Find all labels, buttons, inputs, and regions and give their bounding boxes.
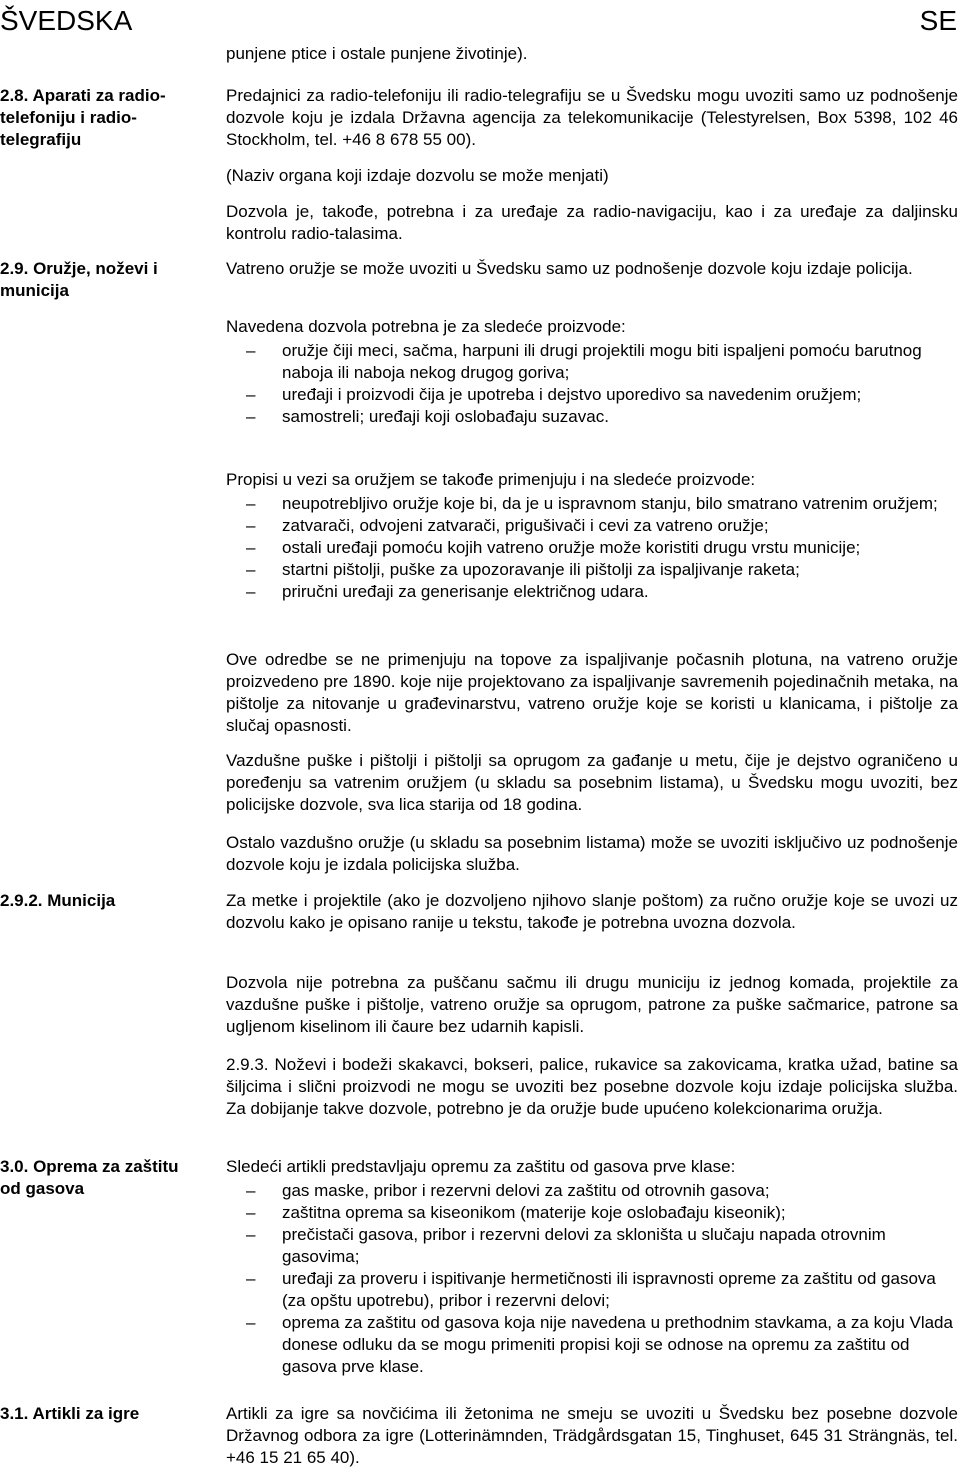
list-regulated-products [226,493,958,603]
paragraph-knives: 2.9.3. Noževi i bodeži skakavci, bokseri, palice, rukavice sa zakovicama, kratka užad, batine sa šiljcima i slični proizvodi ne mogu se uvoziti bez posebne dozvole koju izdaje policijska služba. Za dobijanje takve dozvole, potrebno je da oružje bude upućeno kolekcionarima oružja. [226,1055,958,1118]
list-permit-products [226,340,958,428]
paragraph-gaming-articles: Artikli za igre sa novčićima ili žetonima ne smeju se uvoziti u Švedsku bez posebne dozvole Državnog odbora za igre (Lotterinämnden, Trädgårdsgatan 15, Tinghuset, 645 31 Strängnäs, tel. +46 15 21 65 40). [226,1404,958,1467]
paragraph-authority-note: (Naziv organa koji izdaje dozvolu se može menjati) [226,166,609,185]
paragraph-other-air-weapons: Ostalo vazdušno oružje (u skladu sa posebnim listama) može se uvoziti isključivo uz podnošenje dozvole koju je izdala policijska služba. [226,833,958,874]
paragraph-radio-navigation: Dozvola je, takođe, potrebna i za uređaje za radio-navigaciju, kao i za uređaje za daljinsku kontrolu radio-talasima. [226,202,958,243]
list-item: – samostreli; uređaji koji oslobađaju suzavac. [246,407,609,426]
list-item: – gas maske, pribor i rezervni delovi za zaštitu od otrovnih gasova; [246,1181,770,1200]
dash-marker: – [246,538,256,557]
dash-marker: – [246,1203,256,1222]
dash-marker: – [246,516,256,535]
dash-marker: – [246,1181,256,1200]
paragraph-ammunition-permit: Za metke i projektile (ako je dozvoljeno njihovo slanje poštom) za ručno oružje koje se uvozi uz dozvolu kako je opisano ranije u tekstu, takođe je potrebna uvozna dozvola. [226,891,958,932]
dash-marker: – [246,385,256,404]
list-gas-protection [226,1180,958,1378]
dash-marker: – [246,341,256,360]
dash-marker: – [246,1225,256,1244]
paragraph-ammunition-exemptions: Dozvola nije potrebna za puščanu sačmu ili drugu municiju iz jednog komada, projektile za vazdušne puške i pištolje, vatreno oružje sa oprugom, patrone za puške sačmarice, patrone sa ugljenom kiselinom ili čaure bez udarnih kapisli. [226,973,958,1036]
paragraph-continuation: punjene ptice i ostale punjene životinje). [226,44,528,63]
list-item: – priručni uređaji za generisanje električnog udara. [246,582,649,601]
section-heading-2-9-2: 2.9.2. Municija [0,891,116,910]
list-item: – uređaji i proizvodi čija je upotreba i dejstvo uporedivo sa navedenim oružjem; [246,385,862,404]
paragraph-radio-permit: Predajnici za radio-telefoniju ili radio-telegrafiju se u Švedsku mogu uvoziti samo uz podnošenje dozvole koju je izdala Državna agencija za telekomunikacije (Telestyrelsen, Box 5398, 102 46 Stockholm, tel. +46 8 678 55 00). [226,86,958,149]
list-item: – uređaji za proveru i ispitivanje hermetičnosti ili ispravnosti opreme za zaštitu od gasova (za opštu upotrebu), pribor i rezervni delovi; [246,1269,936,1310]
page-header-code: SE [919,5,957,36]
section-heading-2-9: 2.9. Oružje, noževi i municija [0,259,158,300]
dash-marker: – [246,582,256,601]
list-item: – oružje čiji meci, sačma, harpuni ili drugi projektili mogu biti ispaljeni pomoću barutnog naboja ili naboja nekog drugog goriva; [246,341,922,382]
section-heading-3-1: 3.1. Artikli za igre [0,1404,140,1423]
dash-marker: – [246,1269,256,1288]
paragraph-gas-protection-intro: Sledeći artikli predstavljaju opremu za zaštitu od gasova prve klase: [226,1157,736,1176]
dash-marker: – [246,560,256,579]
paragraph-exemptions: Ove odredbe se ne primenjuju na topove za ispaljivanje počasnih plotuna, na vatreno oružje proizvedeno pre 1890. koje nije projektovano za ispaljivanje savremenih pojedinačnih metaka, na pištolje za nitovanje u građevinarstvu, vatreno oružje koje se koristi u klanicama, i pištolje za slučaj opasnosti. [226,650,958,735]
dash-marker: – [246,1313,256,1332]
paragraph-firearms-permit: Vatreno oružje se može uvoziti u Švedsku samo uz podnošenje dozvole koju izdaje policija. [226,259,913,278]
section-heading-2-8: 2.8. Aparati za radio-telefoniju i radio-telegrafiju [0,86,166,149]
paragraph-permit-products-intro: Navedena dozvola potrebna je za sledeće proizvode: [226,317,626,336]
list-item: – ostali uređaji pomoću kojih vatreno oružje može koristiti drugu vrstu municije; [246,538,861,557]
list-item: – zatvarači, odvojeni zatvarači, prigušivači i cevi za vatreno oružje; [246,516,769,535]
list-item: – zaštitna oprema sa kiseonikom (materije koje oslobađaju kiseonik); [246,1203,786,1222]
dash-marker: – [246,407,256,426]
page-header-country: ŠVEDSKA [0,5,133,36]
section-heading-3-0: 3.0. Oprema za zaštitu od gasova [0,1157,179,1198]
paragraph-regulations-intro: Propisi u vezi sa oružjem se takođe primenjuju i na sledeće proizvode: [226,470,756,489]
list-item: – oprema za zaštitu od gasova koja nije navedena u prethodnim stavkama, a za koju Vlada donese odluku da se mogu primeniti propisi koji se odnose na opremu za zaštitu od gasova prve klase. [246,1313,953,1376]
list-item: – startni pištolji, puške za upozoravanje ili pištolji za ispaljivanje raketa; [246,560,800,579]
list-item: – neupotrebljivo oružje koje bi, da je u ispravnom stanju, bilo smatrano vatrenim oružjem; [246,494,938,513]
dash-marker: – [246,494,256,513]
list-item: – prečistači gasova, pribor i rezervni delovi za skloništa u slučaju napada otrovnim gasovima; [246,1225,886,1266]
paragraph-air-guns: Vazdušne puške i pištolji i pištolji sa oprugom za gađanje u metu, čije je dejstvo ograničeno u poređenju sa vatrenim oružjem (u skladu sa posebnim listama), u Švedsku mogu uvoziti, bez policijske dozvole, sva lica starija od 18 godina. [226,751,958,814]
